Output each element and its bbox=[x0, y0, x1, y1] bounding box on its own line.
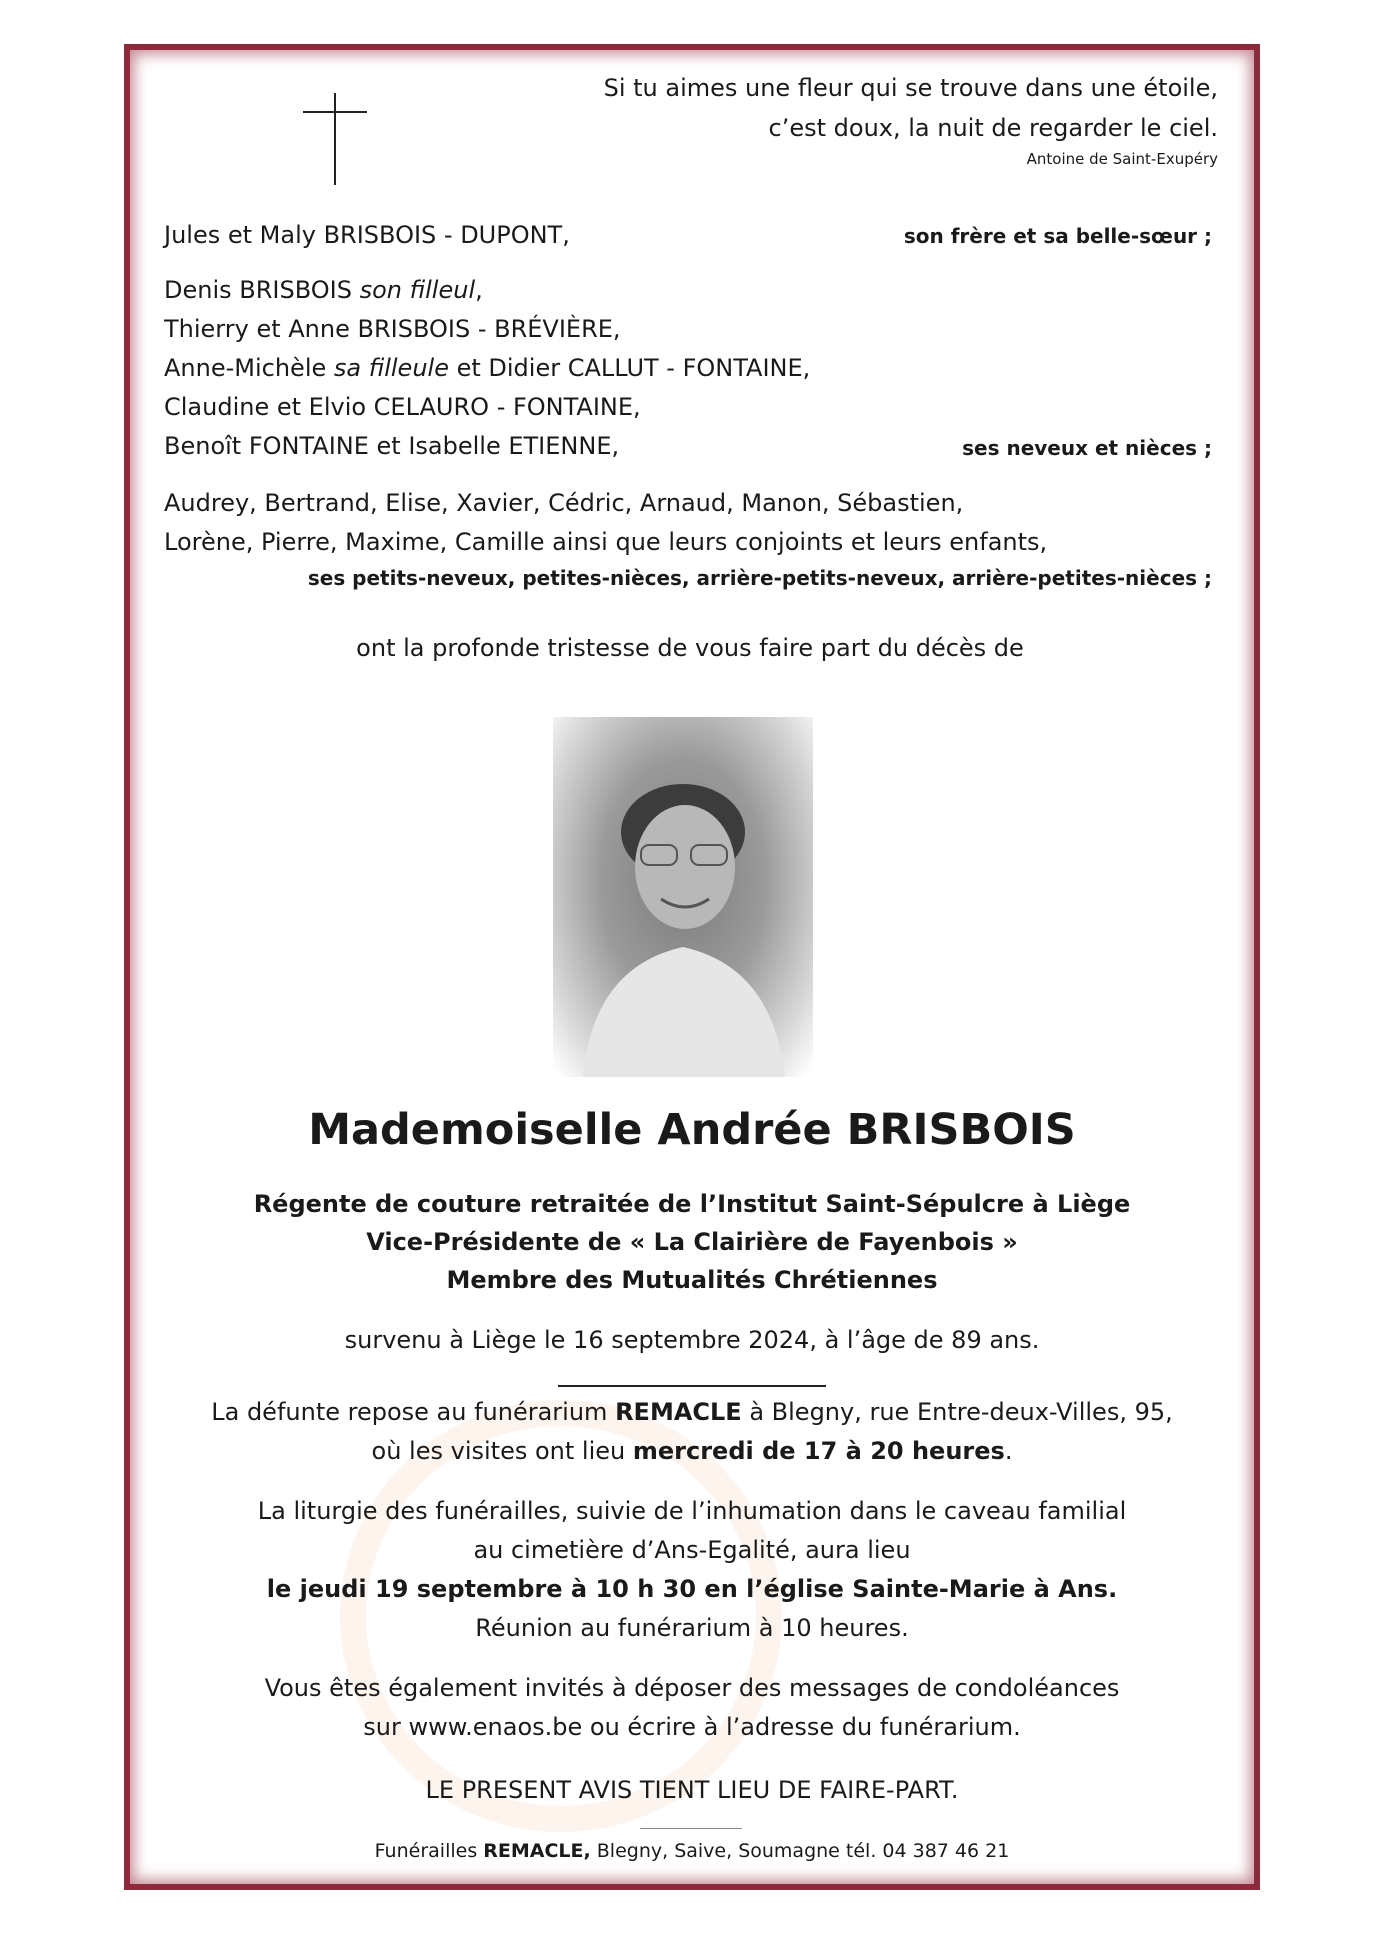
family-grandnephews-1: Audrey, Bertrand, Elise, Xavier, Cédric, Arnaud, Manon, Sébastien, bbox=[164, 489, 964, 517]
deceased-name: Mademoiselle Andrée BRISBOIS bbox=[308, 1105, 1076, 1155]
footer-separator bbox=[640, 1828, 742, 1829]
quote-line-1: Si tu aimes une fleur qui se trouve dans une étoile, bbox=[603, 74, 1218, 102]
family-nephew-2: Thierry et Anne BRISBOIS - BRÉVIÈRE, bbox=[164, 315, 621, 343]
deceased-role-3: Membre des Mutualités Chrétiennes bbox=[446, 1266, 938, 1294]
quote-author: Antoine de Saint-Exupéry bbox=[1026, 150, 1218, 168]
family-nephew-3: Anne-Michèle sa filleule et Didier CALLUT - FONTAINE, bbox=[164, 354, 811, 382]
condolences-line-1: Vous êtes également invités à déposer des messages de condoléances bbox=[264, 1674, 1120, 1702]
death-statement: survenu à Liège le 16 septembre 2024, à l’âge de 89 ans. bbox=[344, 1326, 1040, 1354]
relation-grandnephews: ses petits-neveux, petites-nièces, arrière-petits-neveux, arrière-petites-nièces ; bbox=[307, 566, 1212, 590]
family-nephew-4: Claudine et Elvio CELAURO - FONTAINE, bbox=[164, 393, 641, 421]
relation-nephews: ses neveux et nièces ; bbox=[962, 436, 1212, 460]
cross-icon-bar bbox=[303, 111, 367, 113]
portrait-photo bbox=[553, 717, 813, 1077]
family-nephew-1: Denis BRISBOIS son filleul, bbox=[164, 276, 483, 304]
cross-icon bbox=[334, 93, 336, 185]
quote-line-2: c’est doux, la nuit de regarder le ciel. bbox=[768, 114, 1218, 142]
visit-hours: où les visites ont lieu mercredi de 17 à 20 heures. bbox=[371, 1437, 1013, 1465]
announcement: ont la profonde tristesse de vous faire part du décès de bbox=[356, 634, 1024, 662]
family-brother: Jules et Maly BRISBOIS - DUPONT, bbox=[164, 221, 570, 249]
family-grandnephews-2: Lorène, Pierre, Maxime, Camille ainsi que leurs conjoints et leurs enfants, bbox=[164, 528, 1048, 556]
family-nephew-5: Benoît FONTAINE et Isabelle ETIENNE, bbox=[164, 432, 620, 460]
liturgy-date: le jeudi 19 septembre à 10 h 30 en l’église Sainte-Marie à Ans. bbox=[266, 1575, 1118, 1603]
deceased-role-2: Vice-Présidente de « La Clairière de Fayenbois » bbox=[366, 1228, 1018, 1256]
separator-line bbox=[558, 1385, 826, 1387]
condolences-line-2: sur www.enaos.be ou écrire à l’adresse du funérarium. bbox=[363, 1713, 1021, 1741]
liturgy-meeting: Réunion au funérarium à 10 heures. bbox=[475, 1614, 909, 1642]
rest-location: La défunte repose au funérarium REMACLE à Blegny, rue Entre-deux-Villes, 95, bbox=[211, 1398, 1173, 1426]
relation-brother: son frère et sa belle-sœur ; bbox=[903, 224, 1212, 248]
notice-statement: LE PRESENT AVIS TIENT LIEU DE FAIRE-PART. bbox=[425, 1776, 959, 1804]
liturgy-line-2: au cimetière d’Ans-Egalité, aura lieu bbox=[473, 1536, 911, 1564]
deceased-role-1: Régente de couture retraitée de l’Institut Saint-Sépulcre à Liège bbox=[253, 1190, 1131, 1218]
footer-funeral-home: Funérailles REMACLE, Blegny, Saive, Soumagne tél. 04 387 46 21 bbox=[374, 1840, 1010, 1862]
liturgy-line-1: La liturgie des funérailles, suivie de l’inhumation dans le caveau familial bbox=[257, 1497, 1127, 1525]
